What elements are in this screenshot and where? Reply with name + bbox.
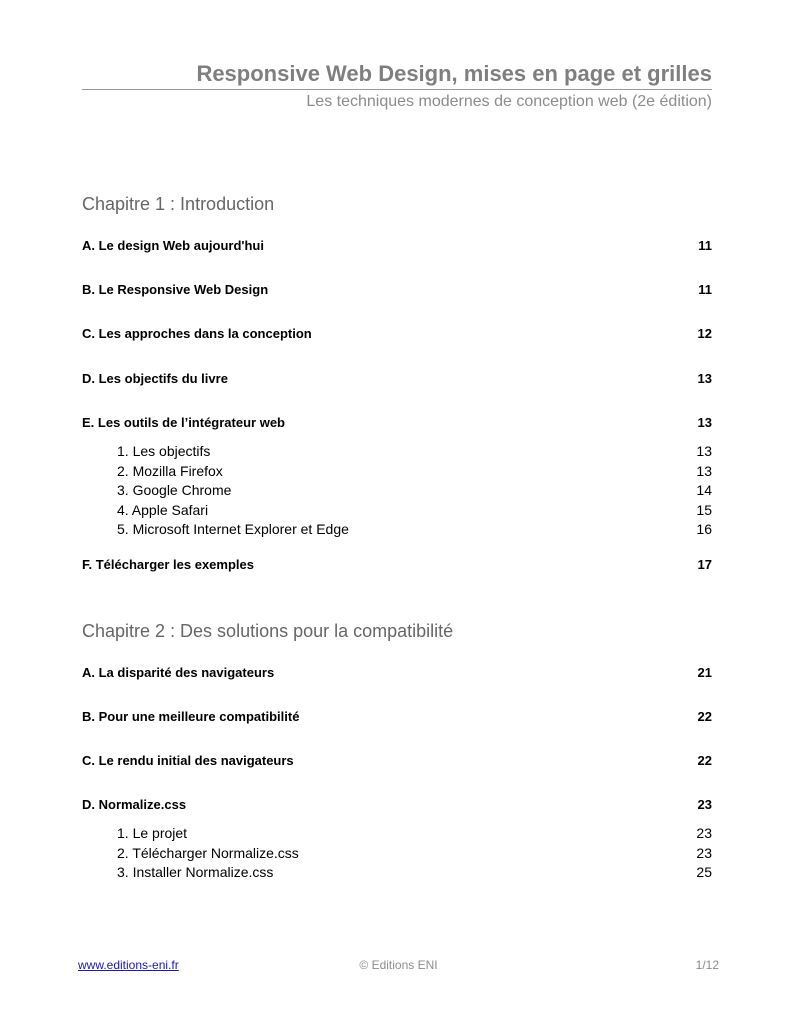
toc-subentry-label: 3. Installer Normalize.css [117,864,274,880]
toc-entry[interactable] [82,796,712,814]
chapter-title: Chapitre 2 : Des solutions pour la compatibilité [82,621,454,641]
toc-entry-page: 22 [697,753,712,768]
toc-entry-page: 11 [698,238,712,253]
chapter-title: Chapitre 1 : Introduction [82,194,275,214]
document-title: Responsive Web Design, mises en page et grilles [82,60,712,90]
chapter-2 [82,619,712,880]
toc-entry-label: C. Le rendu initial des navigateurs [82,753,294,768]
toc-subentry[interactable] [82,844,712,864]
toc-subentry[interactable] [82,520,712,540]
toc-entry-page: 17 [697,557,712,572]
toc-subentry[interactable] [82,863,712,883]
toc-entry-page: 21 [697,665,712,680]
toc-subentry[interactable] [82,462,712,482]
toc-entry-label: D. Normalize.css [82,797,187,812]
toc-subentry[interactable] [82,442,712,462]
toc-subentry-page: 15 [696,501,712,518]
toc-subentry-label: 2. Mozilla Firefox [117,462,223,479]
toc-entry-page: 13 [697,415,712,430]
toc-subentry[interactable] [82,481,712,501]
toc-subentry-label: 1. Le projet [117,825,188,841]
toc-entry[interactable] [82,237,712,255]
toc-entry-label: F. Télécharger les exemples [82,557,254,572]
toc-subentry-page: 16 [696,521,712,537]
toc-entry-page: 11 [698,282,712,297]
toc-entry[interactable] [82,556,712,574]
toc-entry[interactable] [82,664,712,682]
toc-subentry-page: 23 [696,844,712,861]
toc-entry-label: B. Pour une meilleure compatibilité [82,709,300,724]
toc-subentry[interactable] [82,824,712,844]
toc-subentry-label: 5. Microsoft Internet Explorer et Edge [117,521,349,537]
toc-subentries [82,442,712,540]
toc-entry[interactable] [82,752,712,770]
toc-subentry-label: 1. Les objectifs [117,443,211,459]
toc-subentry[interactable] [82,501,712,521]
toc-subentry-label: 4. Apple Safari [117,501,209,518]
toc-entry[interactable] [82,281,712,299]
toc-entry-label: B. Le Responsive Web Design [82,282,269,297]
toc-entry-label: A. La disparité des navigateurs [82,665,275,680]
toc-subentry-label: 2. Télécharger Normalize.css [117,844,299,861]
toc-subentry-page: 25 [696,864,712,880]
toc-subentry-page: 13 [696,443,712,459]
toc-subentry-page: 13 [696,462,712,479]
toc-entry[interactable] [82,414,712,432]
toc-entry-page: 22 [697,709,712,724]
document-header [82,60,712,113]
toc-entry-label: D. Les objectifs du livre [82,371,228,386]
toc-subentries [82,824,712,883]
toc-entry-page: 13 [697,371,712,386]
copyright-notice: © Editions ENI [359,958,438,972]
toc-subentry-label: 3. Google Chrome [117,482,232,498]
toc-entry[interactable] [82,325,712,343]
toc-entry-page: 23 [697,797,712,812]
page-number: 1/12 [695,958,719,972]
document-subtitle: Les techniques modernes de conception web (2e édition) [306,93,712,110]
toc-entry-page: 12 [697,326,712,341]
toc-entry[interactable] [82,708,712,726]
toc-subentry-page: 23 [696,825,712,841]
toc-entry-label: A. Le design Web aujourd'hui [82,238,264,253]
toc-entry[interactable] [82,370,712,388]
toc-subentry-page: 14 [696,482,712,498]
publisher-website-link[interactable]: www.editions-eni.fr [78,958,179,972]
chapter-1 [82,192,712,572]
toc-entry-label: C. Les approches dans la conception [82,326,312,341]
toc-entry-label: E. Les outils de l’intégrateur web [82,415,285,430]
